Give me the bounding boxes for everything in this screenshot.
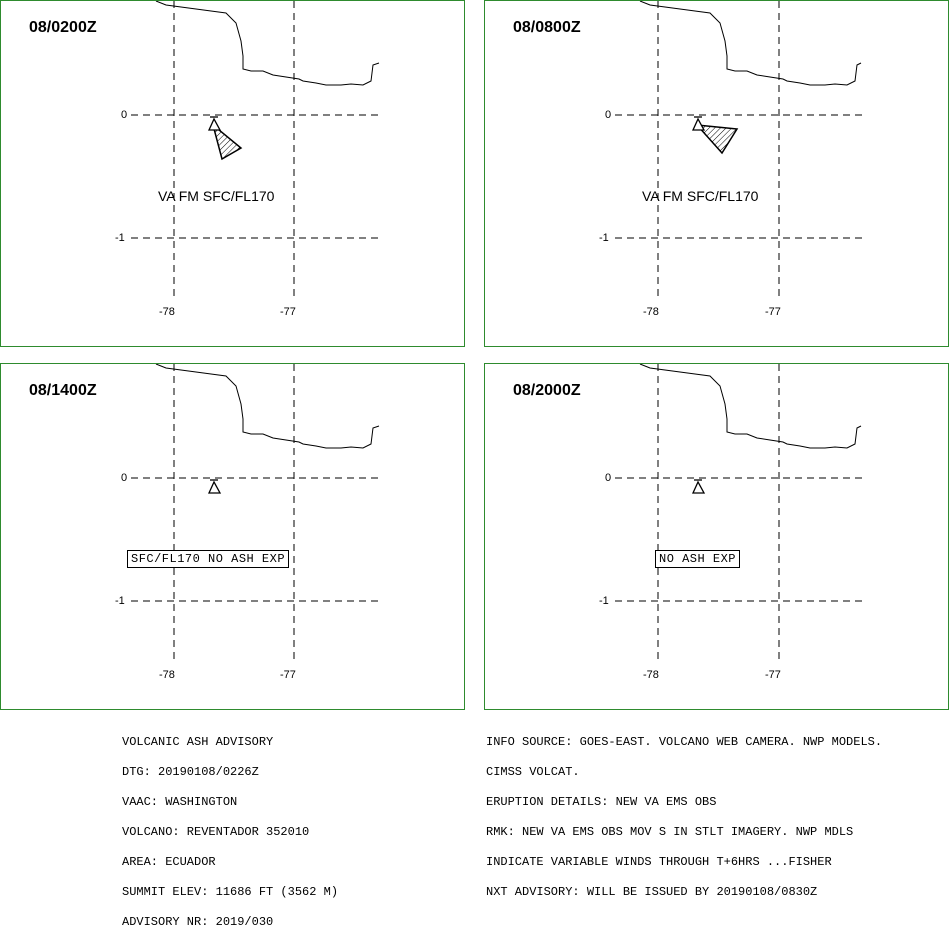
advisory-details-right bbox=[486, 717, 882, 907]
lon-label-minus77: -77 bbox=[765, 669, 781, 681]
advisory-line: CIMSS VOLCAT. bbox=[486, 765, 580, 779]
coastline bbox=[156, 1, 379, 85]
advisory-line: AREA: ECUADOR bbox=[122, 855, 216, 869]
advisory-line: INDICATE VARIABLE WINDS THROUGH T+6HRS ...FISHER bbox=[486, 855, 832, 869]
forecast-time: 08/1400Z bbox=[29, 382, 97, 399]
lat-label-minus1: -1 bbox=[599, 595, 609, 607]
advisory-line: SUMMIT ELEV: 11686 FT (3562 M) bbox=[122, 885, 339, 899]
lon-label-minus78: -78 bbox=[643, 306, 659, 318]
map-grid bbox=[1, 1, 465, 347]
forecast-time: 08/2000Z bbox=[513, 382, 581, 399]
lat-label-0: 0 bbox=[121, 109, 128, 121]
map-grid bbox=[485, 1, 949, 347]
forecast-panel-1 bbox=[0, 0, 465, 347]
lat-label-minus1: -1 bbox=[115, 595, 125, 607]
advisory-line: NXT ADVISORY: WILL BE ISSUED BY 20190108/0830Z bbox=[486, 885, 818, 899]
lon-label-minus78: -78 bbox=[159, 306, 175, 318]
lon-label-minus78: -78 bbox=[643, 669, 659, 681]
volcano-triangle-icon bbox=[209, 117, 220, 130]
no-ash-note: SFC/FL170 NO ASH EXP bbox=[127, 550, 289, 568]
volcano-triangle-icon bbox=[209, 480, 220, 493]
no-ash-note: NO ASH EXP bbox=[655, 550, 740, 568]
volcano-triangle-icon bbox=[693, 117, 704, 130]
lon-label-minus77: -77 bbox=[280, 306, 296, 318]
lat-label-0: 0 bbox=[605, 109, 612, 121]
volcano-triangle-icon bbox=[693, 480, 704, 493]
advisory-line: RMK: NEW VA EMS OBS MOV S IN STLT IMAGERY. NWP MDLS bbox=[486, 825, 854, 839]
map-grid bbox=[485, 364, 949, 710]
advisory-line: VAAC: WASHINGTON bbox=[122, 795, 238, 809]
lon-label-minus77: -77 bbox=[280, 669, 296, 681]
advisory-line: VOLCANO: REVENTADOR 352010 bbox=[122, 825, 310, 839]
forecast-panel-2 bbox=[484, 0, 949, 347]
advisory-line: VOLCANIC ASH ADVISORY bbox=[122, 735, 274, 749]
coastline bbox=[156, 364, 379, 448]
advisory-line: ERUPTION DETAILS: NEW VA EMS OBS bbox=[486, 795, 717, 809]
ash-note: VA FM SFC/FL170 bbox=[158, 188, 275, 204]
advisory-line: INFO SOURCE: GOES-EAST. VOLCANO WEB CAMERA. NWP MODELS. bbox=[486, 735, 883, 749]
lat-label-0: 0 bbox=[121, 472, 128, 484]
lat-label-minus1: -1 bbox=[599, 232, 609, 244]
lon-label-minus78: -78 bbox=[159, 669, 175, 681]
coastline bbox=[640, 364, 861, 448]
coastline bbox=[640, 1, 861, 85]
advisory-line: ADVISORY NR: 2019/030 bbox=[122, 915, 274, 929]
forecast-panel-4 bbox=[484, 363, 949, 710]
map-grid bbox=[1, 364, 465, 710]
forecast-time: 08/0200Z bbox=[29, 19, 97, 36]
forecast-time: 08/0800Z bbox=[513, 19, 581, 36]
lon-label-minus77: -77 bbox=[765, 306, 781, 318]
forecast-panel-3 bbox=[0, 363, 465, 710]
ash-note: VA FM SFC/FL170 bbox=[642, 188, 759, 204]
lat-label-0: 0 bbox=[605, 472, 612, 484]
advisory-line: DTG: 20190108/0226Z bbox=[122, 765, 259, 779]
advisory-header-left bbox=[122, 717, 338, 937]
lat-label-minus1: -1 bbox=[115, 232, 125, 244]
